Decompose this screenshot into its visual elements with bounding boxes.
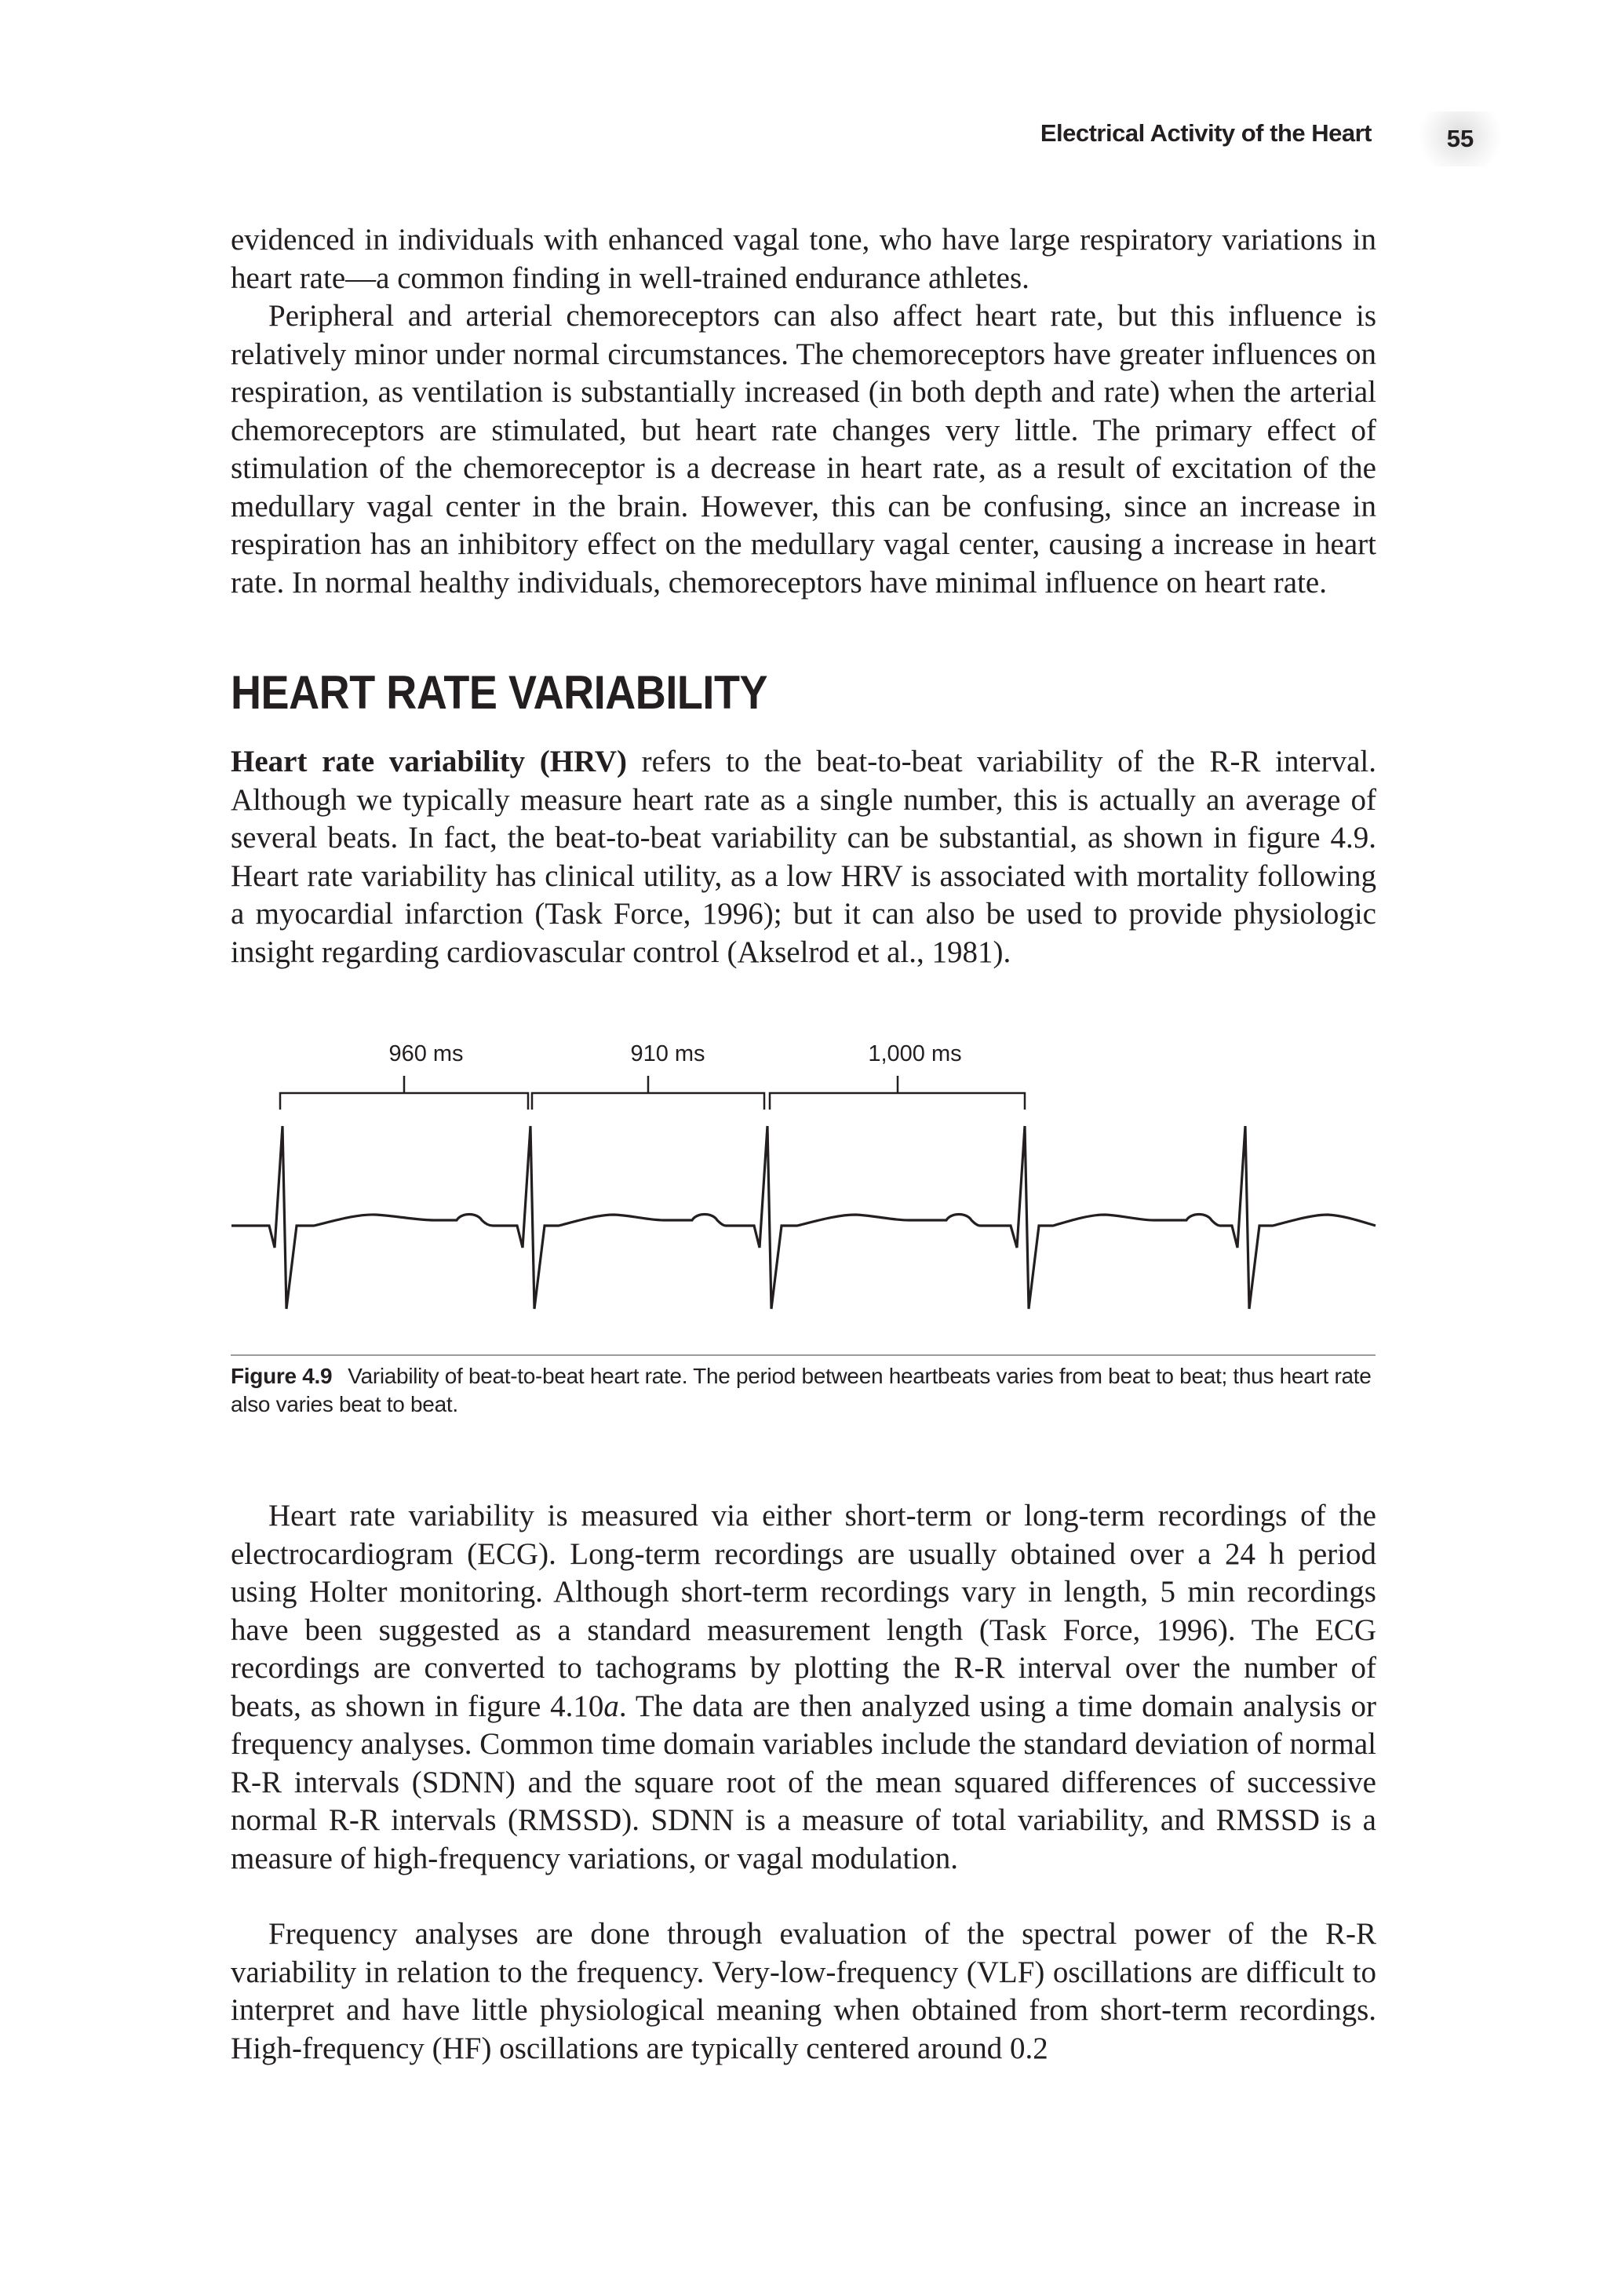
hrv-definition-text: refers to the beat-to-beat variability of the R-R interval. Although we typically measure heart rate as a single number, this is actually an average of several beats. In fact, the beat-to-beat variability can be substantial, as shown in figure 4.9. Heart rate variability has clinical utility, as a low HRV is associated with mortality following a myocardial infarction (Task Force, 1996); but it can also be used to provide physiologic insight regarding cardiovascular control (Akselrod et al., 1981). bbox=[231, 745, 1376, 969]
interval-label-1: 960 ms bbox=[388, 1041, 464, 1066]
paragraph-continued: evidenced in individuals with enhanced vagal tone, who have large respiratory variations in heart rate—a common finding in well-trained endurance athletes. bbox=[231, 223, 1376, 295]
interval-label-2: 910 ms bbox=[630, 1041, 705, 1066]
measurement-text-b: . The data are then analyzed using a time domain analysis or frequency analyses. Common time domain variables include the standard deviation of normal R-R intervals (SDNN) and the square root of the mean squared differences of successive normal R-R intervals (RMSSD). SDNN is a measure of total variability, and RMSSD is a measure of high-frequency variations, or vagal modulation. bbox=[231, 1689, 1376, 1875]
interval-bracket-3 bbox=[770, 1093, 1025, 1110]
interval-bracket-2 bbox=[532, 1093, 764, 1110]
interval-bracket-1 bbox=[280, 1093, 528, 1110]
interval-label-3: 1,000 ms bbox=[868, 1041, 962, 1066]
paragraph-measurement bbox=[231, 1497, 1376, 1878]
paragraph-frequency: Frequency analyses are done through evaluation of the spectral power of the R-R variability in relation to the frequency. Very-low-frequency (VLF) oscillations are difficult to interpret and have little physiological meaning when obtained from short-term recordings. High-frequency (HF) oscillations are typically centered around 0.2 bbox=[231, 1917, 1376, 2065]
caption-rule bbox=[231, 1354, 1376, 1356]
hrv-term: Heart rate variability (HRV) bbox=[231, 745, 628, 778]
interval-brackets bbox=[280, 1076, 1025, 1110]
figure-caption bbox=[231, 1362, 1376, 1419]
figure-label: Figure 4.9 bbox=[231, 1364, 333, 1388]
measurement-text-a: Heart rate variability is measured via either short-term or long-term recordings of the electrocardiogram (ECG). Long-term recordings are usually obtained over a 24 h period using Holter monitoring. Although short-term recordings vary in length, 5 min recordings have been suggested as a standard measurement length (Task Force, 1996). The ECG recordings are converted to tachograms by plotting the R-R interval over the number of beats, as shown in figure 4.10 bbox=[231, 1499, 1376, 1723]
figure-part-letter: a bbox=[603, 1689, 619, 1723]
ecg-trace bbox=[231, 1126, 1376, 1309]
running-head: Electrical Activity of the Heart bbox=[1040, 119, 1372, 147]
section-heading: HEART RATE VARIABILITY bbox=[231, 666, 768, 719]
figure-caption-text: Variability of beat-to-beat heart rate. The period between heartbeats varies from beat to beat; thus heart rate also varies beat to beat. bbox=[231, 1364, 1372, 1416]
page-number: 55 bbox=[1408, 111, 1512, 166]
paragraph-chemoreceptors: Peripheral and arterial chemoreceptors can also affect heart rate, but this influence is relatively minor under normal circumstances. The chemoreceptors have greater influences on respiration, as ventilation is substantially increased (in both depth and rate) when the arterial chemoreceptors are stimulated, but heart rate changes very little. The primary effect of stimulation of the chemoreceptor is a decrease in heart rate, as a result of excitation of the medullary vagal center in the brain. However, this can be confusing, since an increase in respiration has an inhibitory effect on the medullary vagal center, causing a increase in heart rate. In normal healthy individuals, chemoreceptors have minimal influence on heart rate. bbox=[231, 299, 1376, 600]
